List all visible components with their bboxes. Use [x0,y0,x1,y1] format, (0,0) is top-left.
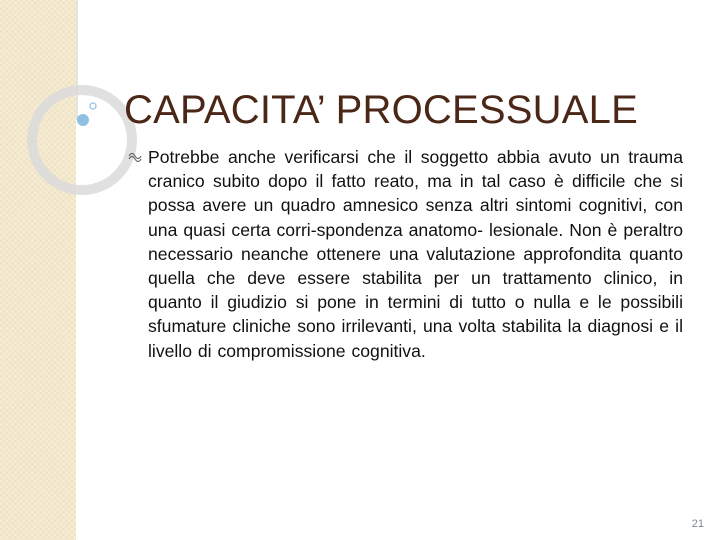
slide-title: CAPACITA’ PROCESSUALE [124,88,638,132]
small-ring-decoration [90,103,96,109]
blue-dot-decoration [77,114,89,126]
bullet-text: Potrebbe anche verificarsi che il soggetto abbia avuto un trauma cranico subito dopo il fatto reato, ma in tal caso è difficile che si possa avere un quadro amnesico senza altri sintomi cognitivi, con una quasi certa corri-spondenza anatomo- lesionale. Non è peraltro necessario neanche ottenere una valutazione approfondita quanto quella che deve essere stabilita per un trattamento clinico, in quanto il giudizio si pone in termini di tutto o nulla e le possibili sfumature cliniche sono irrilevanti, una volta stabilita la diagnosi e il livello di compromissione cognitiva. [148,147,683,361]
curved-bullet-icon [128,150,142,162]
page-number: 21 [691,518,704,530]
large-ring-decoration [32,90,132,190]
